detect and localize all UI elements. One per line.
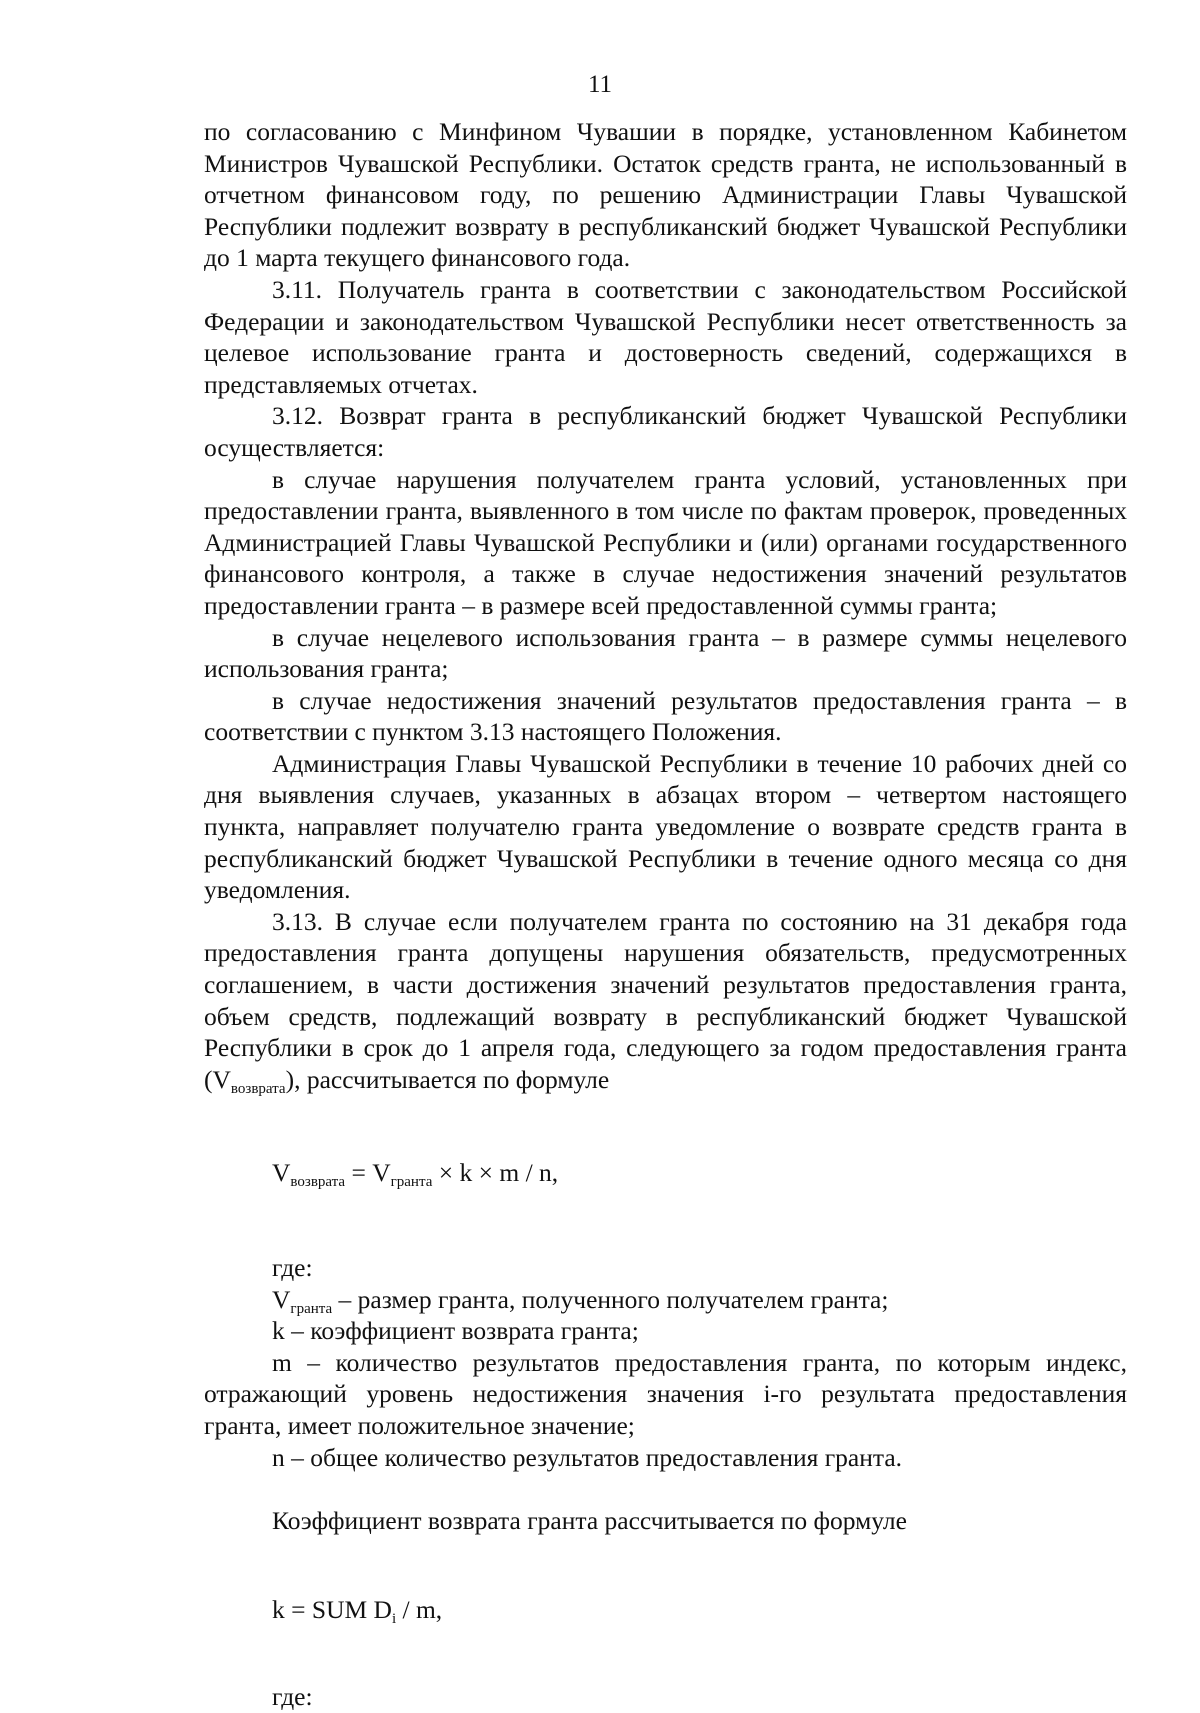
paragraph-misuse-case: в случае нецелевого использования гранта – в размере суммы нецелевого использования гранта; [204,622,1127,684]
definition-v-grant: $V_{гранта}$ – размер гранта, полученного получателем гранта; [272,1284,889,1317]
where-label-2: где: [272,1682,313,1712]
document-body [204,116,1127,1713]
definition-k: k – коэффициент возврата гранта; [272,1316,639,1346]
paragraph-3-13 [204,906,1127,1096]
paragraph-3-12: 3.12. Возврат гранта в республиканский бюджет Чувашской Республики осуществляется: [204,401,1127,462]
where-label: где: [272,1253,313,1282]
definition-m: m – количество результатов предоставления гранта, по которым индекс, отражающий уровень недостижения значения i-го результата предоставления гранта, имеет положительное значение; [204,1347,1127,1440]
paragraph-nonachievement-case: в случае недостижения значений результатов предоставления гранта – в соответствии с пунктом 3.13 настоящего Положения. [204,685,1127,747]
subscript-return: возврата [230,1080,286,1097]
page-number: 11 [587,71,613,98]
paragraph-violation-case: в случае нарушения получателем гранта условий, установленных при предоставлении гранта, выявленного в том числе по фактам проверок, проведенных Администрацией Главы Чувашской Республики и (или) органами государственного финансового контроля, а также в случае недостижения значений результатов предоставлении гранта – в размере всей предоставленной суммы гранта; [204,464,1127,620]
paragraph-notification: Администрация Главы Чувашской Республики в течение 10 рабочих дней со дня выявления случаев, указанных в абзацах втором – четвертом настоящего пункта, направляет получателю гранта уведомление о возврате средств гранта в республиканский бюджет Чувашской Республики в течение одного месяца со дня уведомления. [204,748,1127,905]
definition-n: n – общее количество результатов предоставления гранта. [272,1442,903,1472]
paragraph-3-13-text: 3.13. В случае если получателем гранта по состоянию на 31 декабря года предоставления гранта допущены нарушения обязательств, предусмотренных соглашением, в части достижения значений результатов предоставления гранта, объем средств, подлежащий возврату в республиканский бюджет Чувашской Республики в срок до 1 апреля года, следующего за годом предоставления гранта (V [204,906,1127,1094]
paragraph-3-13-tail: ), рассчитывается по формуле [285,1064,610,1094]
coefficient-formula: k = SUM $D_i$ / m, [272,1595,443,1628]
return-volume-formula: $V_{возврата} = V_{гранта} \times k \times m / n$, [272,1157,559,1190]
paragraph-continuation: по согласованию с Минфином Чувашии в порядке, установленном Кабинетом Министров Чувашской Республики. Остаток средств гранта, не использованный в отчетном финансовом году, по решению Администрации Главы Чувашской Республики подлежит возврату в республиканский бюджет Чувашской Республики до 1 марта текущего финансового года. [204,117,1127,273]
coefficient-intro: Коэффициент возврата гранта рассчитывается по формуле [272,1506,907,1536]
paragraph-3-11: 3.11. Получатель гранта в соответствии с законодательством Российской Федерации и законодательством Чувашской Республики несет ответственность за целевое использование гранта и достоверность сведений, содержащихся в представляемых отчетах. [204,274,1127,399]
